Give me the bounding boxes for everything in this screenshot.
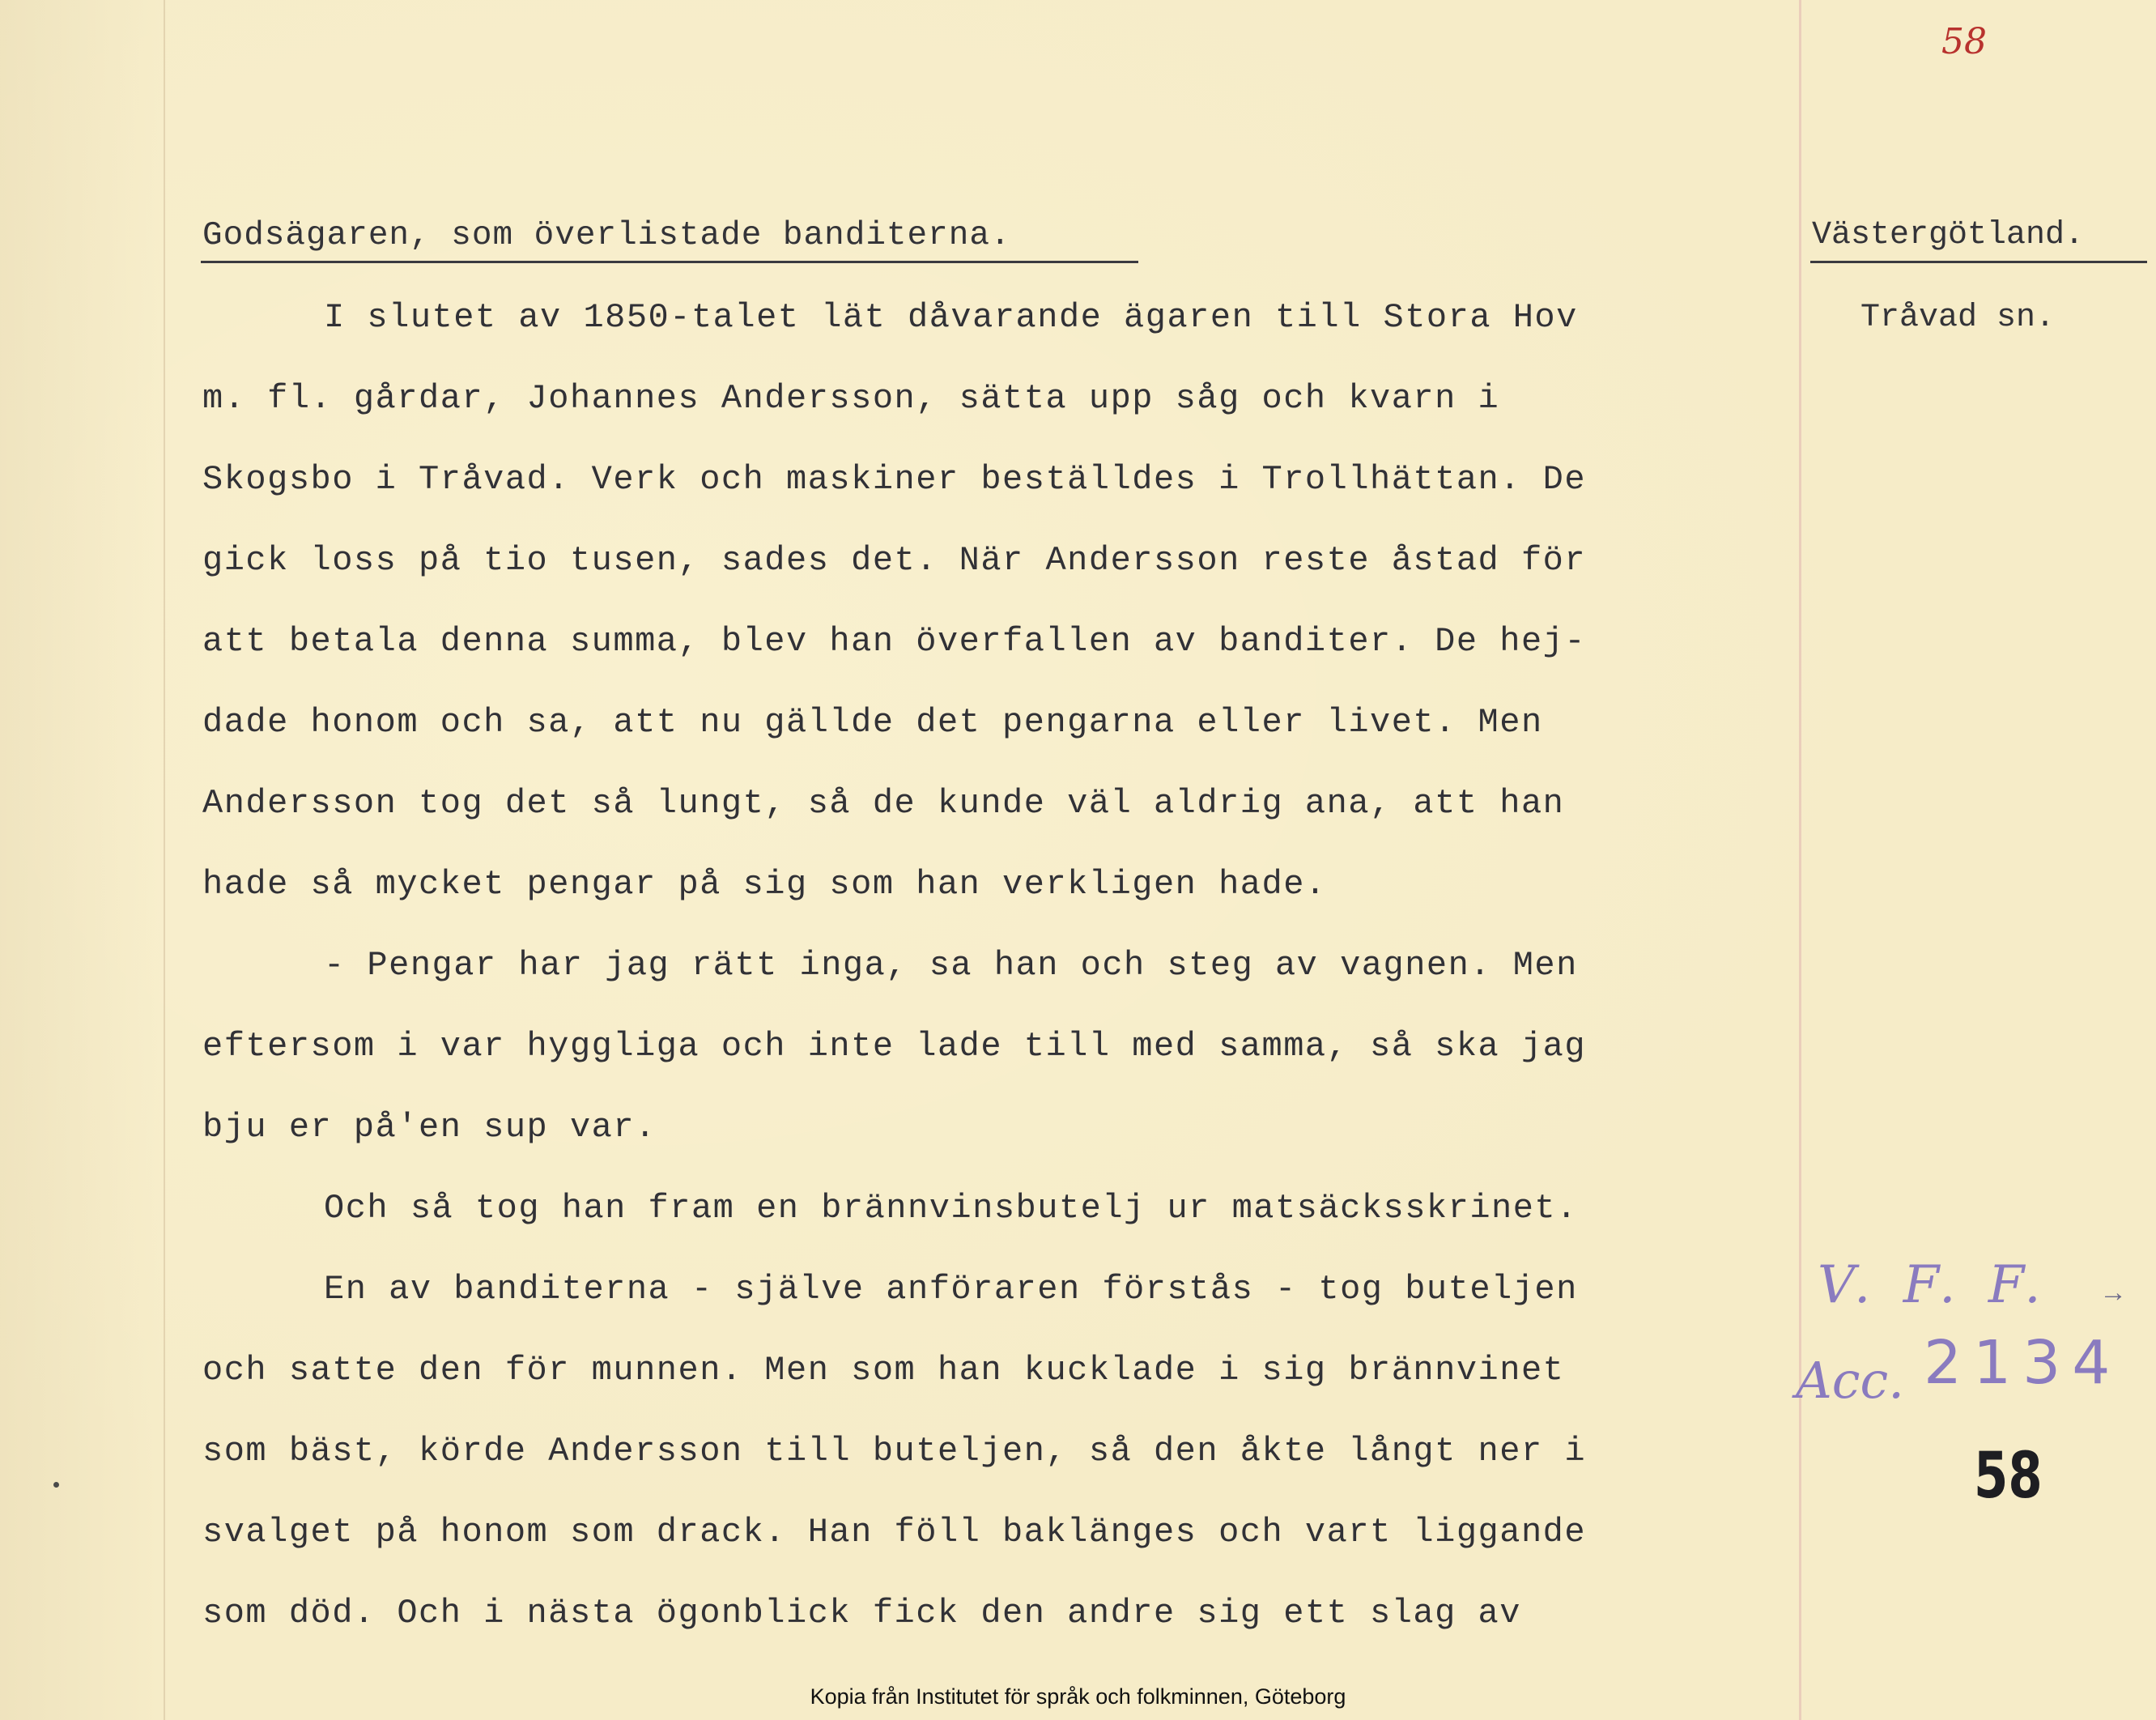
stamped-page-number: 58 — [1974, 1440, 2043, 1513]
body-line: eftersom i var hyggliga och inte lade till med samma, så ska jag — [202, 1027, 1587, 1066]
body-line: dade honom och sa, att nu gällde det pengarna eller livet. Men — [202, 703, 1543, 742]
body-line: I slutet av 1850-talet lät dåvarande ägaren till Stora Hov — [324, 298, 1578, 337]
title-underline — [201, 261, 1138, 263]
accession-number: 2134 — [1924, 1328, 2122, 1398]
parish-label: Tråvad sn. — [1860, 300, 2056, 336]
margin-rule — [1799, 0, 1801, 1720]
arrow-mark-icon: → — [2105, 1279, 2122, 1310]
region-underline — [1810, 261, 2147, 263]
handwritten-page-number: 58 — [1941, 21, 1987, 62]
archive-stamp-vff: V. F. F. — [1818, 1255, 2049, 1315]
body-line: att betala denna summa, blev han överfallen av banditer. De hej- — [202, 622, 1587, 661]
body-line: gick loss på tio tusen, sades det. När Andersson reste åstad för — [202, 541, 1587, 580]
body-line: - Pengar har jag rätt inga, sa han och steg av vagnen. Men — [324, 946, 1578, 985]
copy-footer: Kopia från Institutet för språk och folkminnen, Göteborg — [810, 1684, 1346, 1709]
body-line: som död. Och i nästa ögonblick fick den andre sig ett slag av — [202, 1594, 1521, 1633]
body-line: hade så mycket pengar på sig som han verkligen hade. — [202, 865, 1327, 904]
fold-line — [164, 0, 165, 1720]
body-line: Och så tog han fram en brännvinsbutelj ur matsäcksskrinet. — [324, 1189, 1578, 1228]
accession-label: Acc. — [1796, 1351, 1904, 1410]
story-title: Godsägaren, som överlistade banditerna. — [202, 217, 1011, 254]
region-label: Västergötland. — [1812, 217, 2085, 253]
body-line: bju er på'en sup var. — [202, 1108, 657, 1147]
body-line: En av banditerna - själve anföraren förstås - tog buteljen — [324, 1270, 1578, 1309]
body-line: som bäst, körde Andersson till buteljen, så den åkte långt ner i — [202, 1432, 1587, 1471]
page-shading — [0, 0, 162, 1720]
body-line: Andersson tog det så lungt, så de kunde väl aldrig ana, att han — [202, 784, 1565, 823]
body-line: svalget på honom som drack. Han föll baklänges och vart liggande — [202, 1513, 1587, 1552]
body-line: m. fl. gårdar, Johannes Andersson, sätta upp såg och kvarn i — [202, 379, 1500, 418]
ink-spot — [53, 1482, 59, 1488]
body-line: Skogsbo i Tråvad. Verk och maskiner beställdes i Trollhättan. De — [202, 460, 1587, 499]
body-line: och satte den för munnen. Men som han kucklade i sig brännvinet — [202, 1351, 1565, 1390]
